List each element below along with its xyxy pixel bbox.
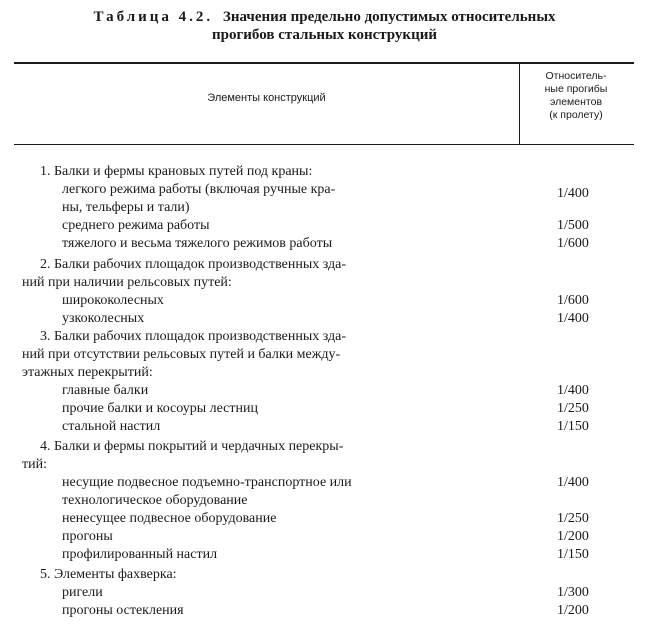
- table-title: [0, 8, 649, 44]
- table-row: [0, 217, 649, 235]
- row-value: 1/250: [557, 401, 589, 416]
- table-row: [0, 438, 649, 456]
- table-row: [0, 400, 649, 418]
- row-value: 1/600: [557, 293, 589, 308]
- row-text: ний при наличии рельсовых путей:: [22, 275, 232, 290]
- row-text: ширококолесных: [62, 293, 164, 308]
- row-value: 1/250: [557, 511, 589, 526]
- table-row: [0, 310, 649, 328]
- title-line-2: прогибов стальных конструкций: [211, 27, 438, 43]
- header-deflection-line: ные прогибы: [544, 83, 608, 95]
- row-text: легкого режима работы (включая ручные кра-: [62, 182, 336, 197]
- row-text: ний при отсутствии рельсовых путей и балки между-: [22, 347, 341, 362]
- row-text: технологическое оборудование: [62, 493, 248, 508]
- table-row: [0, 584, 649, 602]
- table-row: [0, 602, 649, 620]
- row-value: 1/150: [557, 547, 589, 562]
- table-row: [0, 566, 649, 584]
- header-deflection-line: (к пролету): [549, 109, 603, 121]
- table-row: [0, 456, 649, 474]
- title-line-1: [0, 8, 649, 26]
- row-value: 1/400: [557, 383, 589, 398]
- table-number: Таблица 4.2.: [93, 9, 214, 25]
- row-text: 3. Балки рабочих площадок производственных зда-: [40, 329, 347, 344]
- table-row: [0, 346, 649, 364]
- row-value: 1/400: [557, 475, 589, 490]
- row-value: 1/150: [557, 419, 589, 434]
- table-row: [0, 364, 649, 382]
- table-row: [0, 418, 649, 436]
- row-text: прочие балки и косоуры лестниц: [62, 401, 258, 416]
- row-text: 4. Балки и фермы покрытий и чердачных перекры-: [40, 439, 344, 454]
- table-row: [0, 292, 649, 310]
- row-value: 1/300: [557, 585, 589, 600]
- row-text: среднего режима работы: [62, 218, 210, 233]
- row-value: 1/200: [557, 529, 589, 544]
- row-value: 1/500: [557, 218, 589, 233]
- header-rule: [14, 144, 634, 145]
- header-elements: Элементы конструкций: [207, 92, 326, 104]
- row-text: профилированный настил: [62, 547, 218, 562]
- row-text: этажных перекрытий:: [22, 365, 153, 380]
- row-text: 5. Элементы фахверка:: [40, 567, 177, 582]
- row-text: ригели: [62, 585, 103, 600]
- row-text: ненесущее подвесное оборудование: [62, 511, 277, 526]
- table-row: [0, 256, 649, 274]
- row-value: 1/200: [557, 603, 589, 618]
- header-deflection-line: элементов: [549, 96, 603, 108]
- table-row: [0, 235, 649, 253]
- column-divider-header: [519, 63, 520, 144]
- table-row: [0, 474, 649, 492]
- header-deflection: [522, 70, 630, 122]
- row-text: прогоны: [62, 529, 113, 544]
- table-row: [0, 546, 649, 564]
- row-text: тяжелого и весьма тяжелого режимов работы: [62, 236, 333, 251]
- row-text: стальной настил: [62, 419, 161, 434]
- table-row: [0, 492, 649, 510]
- table-row: [0, 528, 649, 546]
- table-row: [0, 328, 649, 346]
- row-value: 1/400: [557, 186, 589, 201]
- row-text: несущие подвесное подъемно-транспортное или: [62, 475, 352, 490]
- row-text: ны, тельферы и тали): [62, 200, 190, 215]
- table-row: [0, 274, 649, 292]
- row-text: главные балки: [62, 383, 149, 398]
- row-text: тий:: [22, 457, 47, 472]
- title-text-1: Значения предельно допустимых относительных: [222, 9, 556, 25]
- row-text: 2. Балки рабочих площадок производственных зда-: [40, 257, 347, 272]
- row-value: 1/400: [557, 311, 589, 326]
- table-row: [0, 510, 649, 528]
- top-rule: [14, 62, 634, 64]
- row-value: 1/600: [557, 236, 589, 251]
- header-deflection-line: Относитель-: [545, 70, 607, 82]
- table-row: [0, 382, 649, 400]
- row-text: 1. Балки и фермы крановых путей под краны:: [40, 164, 313, 179]
- row-text: прогоны остекления: [62, 603, 184, 618]
- table-row: [0, 163, 649, 181]
- row-text: узкоколесных: [62, 311, 145, 326]
